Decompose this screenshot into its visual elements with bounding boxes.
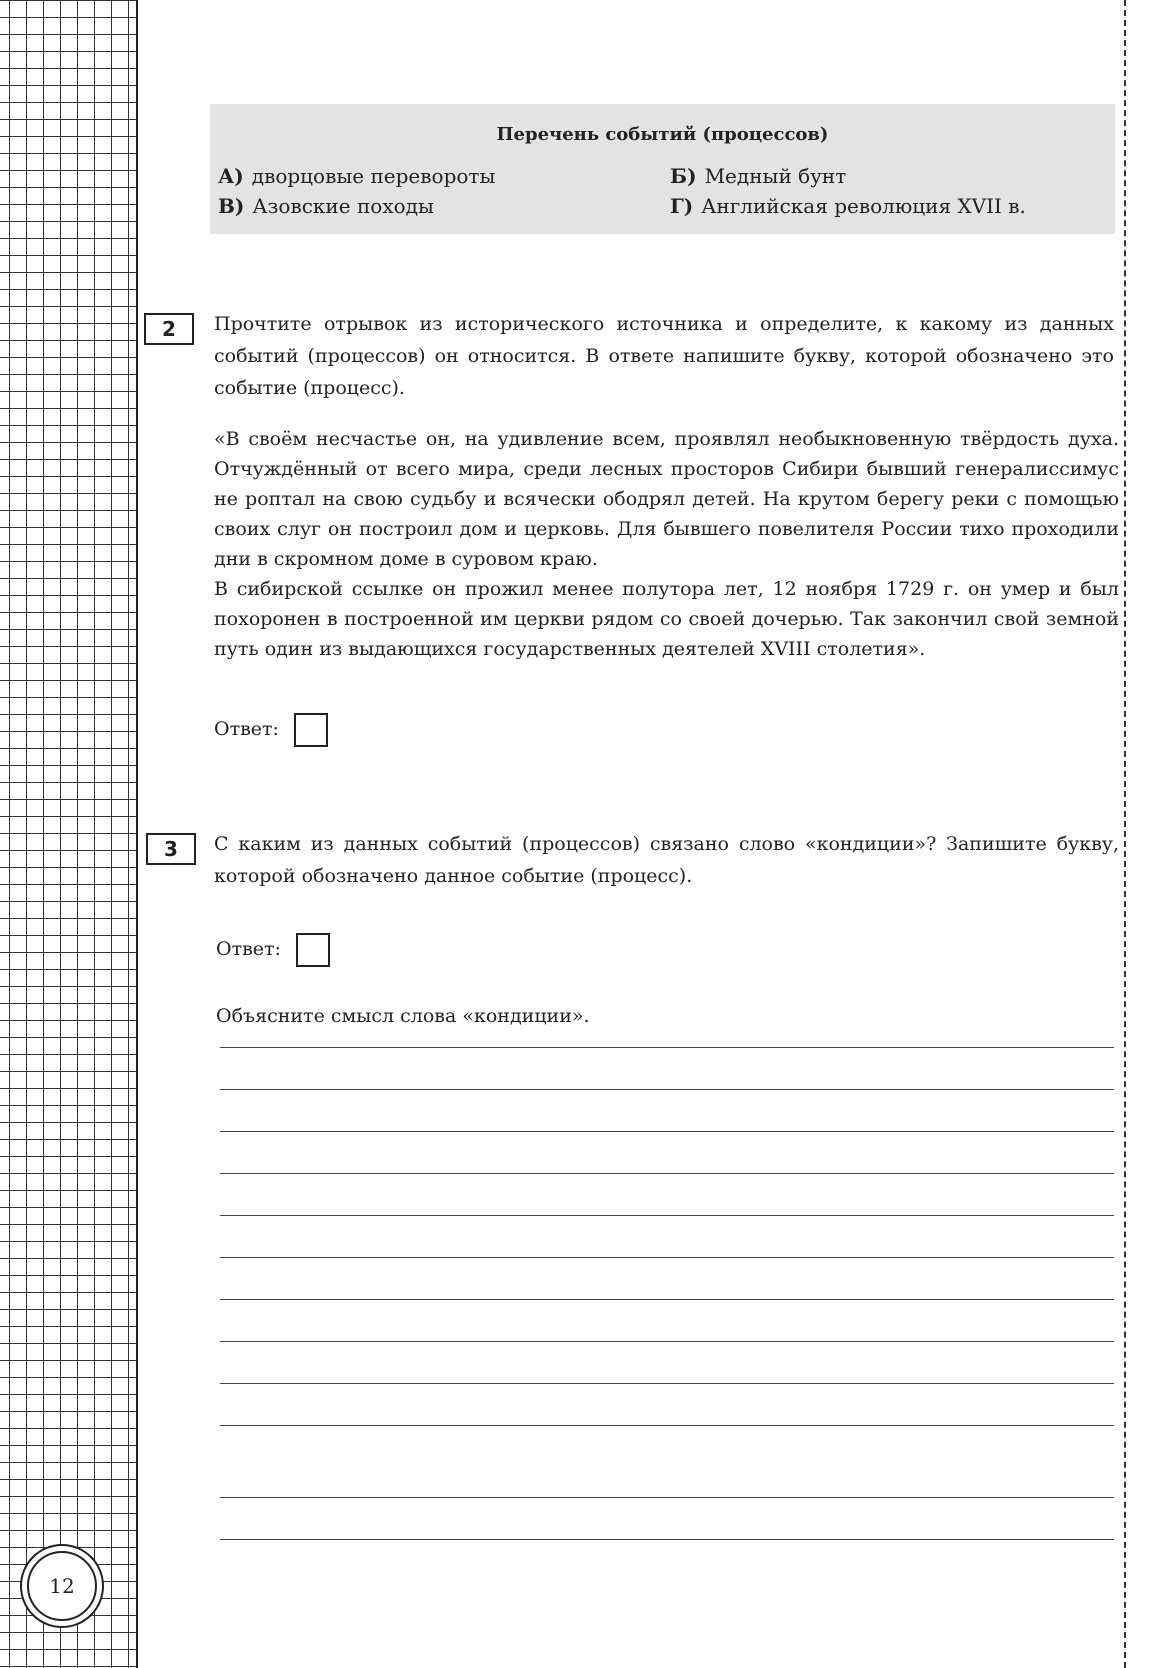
task-3-answer-box[interactable]	[296, 933, 330, 967]
event-item-g: Г) Английская революция XVII в.	[670, 194, 1026, 218]
task-2-quote-p2: В сибирской ссылке он прожил менее полутора лет, 12 ноября 1729 г. он умер и был похоронен в построенной им церкви рядом со своей дочерью. Так закончил свой земной путь один из выдающихся государственных деятелей XVIII столетия».	[214, 578, 1119, 660]
page-number-badge	[20, 1544, 104, 1628]
answer-line[interactable]	[220, 1047, 1114, 1048]
event-item-v: В) Азовские походы	[218, 194, 434, 218]
event-item-b: Б) Медный бунт	[670, 164, 847, 188]
answer-line[interactable]	[220, 1131, 1114, 1132]
answer-line[interactable]	[220, 1341, 1114, 1342]
task-2-number: 2	[144, 313, 194, 345]
page-number: 12	[27, 1551, 97, 1621]
answer-line[interactable]	[220, 1257, 1114, 1258]
cut-line	[1124, 0, 1126, 1668]
answer-line[interactable]	[220, 1089, 1114, 1090]
task-2-quote-p1: «В своём несчастье он, на удивление всем, проявлял необыкновенную твёрдость духа. Отчуждённый от всего мира, среди лесных просторов Сибири бывший генералиссимус не роптал на свою судьбу и всячески ободрял детей. На крутом берегу реки с помощью своих слуг он построил дом и церковь. Для бывшего повелителя России тихо проходили дни в скромном доме в суровом краю.	[214, 428, 1119, 570]
task-2-answer-label: Ответ:	[214, 718, 279, 740]
grid-margin	[0, 0, 138, 1668]
answer-line[interactable]	[220, 1425, 1114, 1426]
answer-line[interactable]	[220, 1497, 1114, 1498]
task-3-answer-label: Ответ:	[216, 938, 281, 960]
task-2-answer-box[interactable]	[294, 713, 328, 747]
event-item-a: А) дворцовые перевороты	[218, 164, 496, 188]
task-3-instruction: С каким из данных событий (процессов) связано слово «кондиции»? Запишите букву, которой обозначено данное событие (процесс).	[214, 833, 1119, 887]
answer-line[interactable]	[220, 1539, 1114, 1540]
events-list-box	[210, 104, 1115, 234]
answer-line[interactable]	[220, 1215, 1114, 1216]
answer-line[interactable]	[220, 1383, 1114, 1384]
task-3-number: 3	[146, 833, 196, 865]
events-list-title: Перечень событий (процессов)	[496, 124, 829, 145]
task-2-instruction: Прочтите отрывок из исторического источника и определите, к какому из данных событий (процессов) он относится. В ответе напишите букву, которой обозначено это событие (процесс).	[214, 313, 1114, 399]
task-3-explain-prompt: Объясните смысл слова «кондиции».	[216, 1005, 590, 1027]
answer-line[interactable]	[220, 1299, 1114, 1300]
answer-line[interactable]	[220, 1173, 1114, 1174]
